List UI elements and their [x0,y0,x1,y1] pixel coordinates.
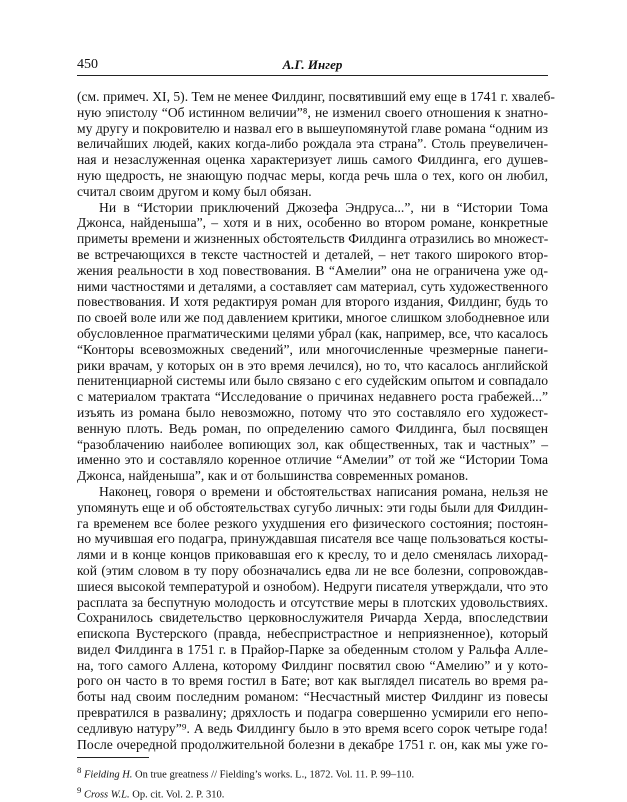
text-line: по своей воле или же под давлением критики, многое слишком злободневное или [77,310,548,326]
text-line: жения реальности в ход повествования. В “Амелии” она не ограничена уже од- [77,263,548,279]
text-line: Джонса, найденыша”, – хотя и в них, особенно во втором романе, конкретные [77,215,548,231]
text-line: считал своим другом и кому был обязан. [77,184,548,200]
text-line: “Конторы всевозможных сведений”, или многочисленные чрезмерные панеги- [77,342,548,358]
text-line: изъять из романа было невозможно, потому что это составляло его художест- [77,405,548,421]
footnote-author: Fielding H. [84,770,132,781]
text-line: епископа Вустерского (правда, небеспристрастное и неприязненное), который [77,626,548,642]
text-line: шиеся высокой температурой и ознобом). Недруги писателя утверждали, что это [77,579,548,595]
footnote-author: Cross W.L. [84,789,130,800]
text-line: Джонса, найденыша”, как и от большинства современных романов. [77,468,548,484]
paragraph [77,89,548,200]
text-line: Ни в “Истории приключений Джозефа Эндруса...”, ни в “Истории Тома [77,200,548,216]
text-line: расплата за беспутную молодость и отсутствие меры в плотских удовольствиях. [77,595,548,611]
text-line: седливую натуру”⁹. А ведь Филдингу было в это время всего сорок четыре года! [77,721,548,737]
paragraph [77,484,548,753]
text-line: обусловленное прагматическими целями убрал (как, например, все, что касалось [77,326,548,342]
text-line: га временем все более резкого ухудшения его физического состояния; постоян- [77,516,548,532]
paragraph [77,200,548,484]
text-line: “разоблачению наиболее вопиющих зол, как общественных, так и частных” – [77,437,548,453]
text-line: приметы времени и жизненных обстоятельств Филдинга отразились во множест- [77,231,548,247]
text-line: ная и незаслуженная оценка характеризует лишь самого Филдинга, его душев- [77,152,548,168]
footnote-text: Op. cit. Vol. 2. P. 310. [130,789,225,800]
text-line: пенитенциарной системы или было связано с его судейским опытом и совпадало [77,373,548,389]
text-line: венную плоть. Ведь роман, по определению самого Филдинга, был посвящен [77,421,548,437]
text-line: (см. примеч. XI, 5). Тем не менее Филдинг, посвятивший ему еще в 1741 г. хвалеб- [77,89,548,105]
footnote-text: On true greatness // Fielding’s works. L., 1872. Vol. 11. P. 99–110. [132,770,414,781]
text-line: величайших людей, каких когда-либо рождала эта страна”. Столь преувеличен- [77,136,548,152]
running-header [77,57,548,76]
text-line: ную щедрость, не знающую подчас меры, когда речь шла о тех, кого он любил, [77,168,548,184]
text-line: кой (этим словом в ту пору обозначались едва ли не все болезни, сопровождав- [77,563,548,579]
body-text [77,89,548,752]
text-line: Сохранилось свидетельство церковнослужителя Ричарда Херда, впоследствии [77,610,548,626]
text-line: рики врачам, у которых он в это время лечился), но то, что касалось английской [77,358,548,374]
footnote-divider [77,757,149,758]
text-line: му другу и покровителю и назвал его в вышеупомянутой главе романа “одним из [77,121,548,137]
text-line: ними частностями и деталями, а составляет сам материал, суть художественного [77,279,548,295]
text-line: рого он часто в то время гостил в Бате; вот как выглядел писатель во время ра- [77,673,548,689]
footnotes [77,763,548,802]
footnote-mark: 9 [77,785,81,795]
text-line: на, того самого Аллена, которому Филдинг посвятил свою “Амелию” и у кото- [77,658,548,674]
text-line: превратился в развалину; дряхлость и подагра совершенно усмирили его непо- [77,705,548,721]
text-line: упомянуть еще и об обстоятельствах сугубо личных: эти годы были для Филдин- [77,500,548,516]
text-line: ную эпистолу “Об истинном величии”⁸, не изменил своего отношения к знатно- [77,105,548,121]
text-line: видел Филдинга в 1751 г. в Прайор-Парке за обеденным столом у Ральфа Алле- [77,642,548,658]
text-line: лями и в конце концов приковавшая его к креслу, то и дело сменялась лихорад- [77,547,548,563]
text-line: ве встречающихся в тексте частностей и деталей, – нет такого широкого втор- [77,247,548,263]
footnote-mark: 8 [77,765,81,775]
text-line: боты над своим последним романом: “Несчастный мистер Филдинг из повесы [77,689,548,705]
text-line: с материалом трактата “Исследование о причинах недавнего роста грабежей...” [77,389,548,405]
text-line: но мучившая его подагра, принуждавшая писателя все чаще пользоваться косты- [77,531,548,547]
text-line: повествования. И хотя редактируя роман для второго издания, Филдинг, будь то [77,294,548,310]
footnote-8 [77,763,548,783]
footnote-9 [77,783,548,802]
text-line: После очередной продолжительной болезни в декабре 1751 г. он, как мы уже го- [77,737,548,753]
text-line: Наконец, говоря о времени и обстоятельствах написания романа, нельзя не [77,484,548,500]
running-title: А.Г. Ингер [77,57,548,73]
page-number: 450 [77,57,98,73]
text-line: именно это и составляло коренное отличие “Амелии” от той же “Истории Тома [77,452,548,468]
